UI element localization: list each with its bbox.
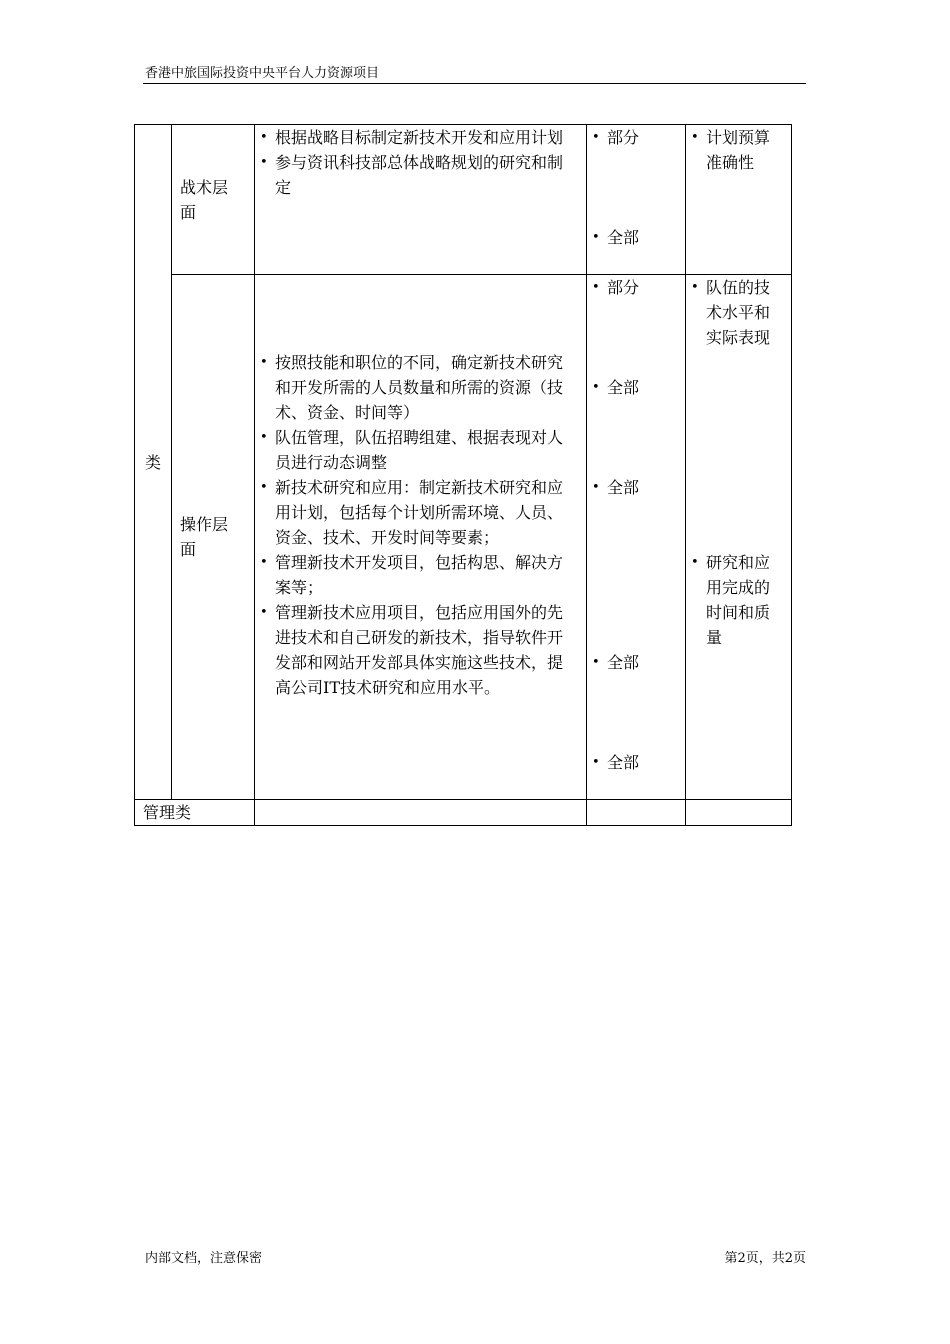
list-item: • 部分 [587,275,685,300]
category-label: 类 [144,452,161,472]
management-scope-cell [587,800,686,826]
header-divider [143,83,806,84]
duties-list-strategic [255,125,578,200]
list-item: • 管理新技术应用项目，包括应用国外的先进技术和自己研发的新技术，指导软件开发部和网站开发部具体实施这些技术，提高公司IT技术研究和应用水平。 [255,600,578,700]
kpi-cell-operational [686,275,792,800]
level-label-strategic: 战术层面 [180,177,229,222]
footer-confidential-note: 内部文档，注意保密 [145,1251,263,1266]
list-item: • 研究和应用完成的时间和质量 [686,550,791,650]
list-item: • 队伍管理，队伍招聘组建、根据表现对人员进行动态调整 [255,425,578,475]
scope-list-strategic [587,125,685,247]
kpi-list-strategic [686,125,791,175]
page-header-title: 香港中旅国际投资中央平台人力资源项目 [145,66,380,81]
duties-list-operational [255,275,578,700]
list-item: • 新技术研究和应用：制定新技术研究和应用计划，包括每个计划所需环境、人员、资金、技术、开发时间等要素； [255,475,578,550]
list-item: • 管理新技术开发项目，包括构思、解决方案等； [255,550,578,600]
table-row-operational [135,275,792,800]
list-item: • 参与资讯科技部总体战略规划的研究和制定 [255,150,578,200]
management-duties-cell [255,800,587,826]
list-item: • 全部 [587,475,685,500]
kpi-cell-strategic [686,125,792,275]
level-cell-operational [172,275,255,800]
table-row-management [135,800,792,826]
kpi-list-operational [686,275,791,647]
list-item: • 全部 [587,750,685,775]
management-label-cell [135,800,255,826]
list-item: • 全部 [587,375,685,400]
level-cell-strategic [172,125,255,275]
list-item: • 全部 [587,650,685,675]
duties-cell-operational [255,275,587,800]
list-item: • 全部 [587,225,685,250]
level-label-operational: 操作层面 [180,515,229,559]
list-item: • 部分 [587,125,685,150]
scope-list-operational [587,275,685,772]
management-label: 管理类 [143,803,192,822]
duties-cell-strategic [255,125,587,275]
job-description-table [134,124,792,826]
category-cell [135,125,172,800]
list-item: • 根据战略目标制定新技术开发和应用计划 [255,125,578,150]
table-row-strategic [135,125,792,275]
list-item: • 队伍的技术水平和实际表现 [686,275,791,350]
list-item: • 计划预算准确性 [686,125,791,175]
management-kpi-cell [686,800,792,826]
footer-page-number: 第2页，共2页 [724,1251,806,1266]
list-item: • 按照技能和职位的不同，确定新技术研究和开发所需的人员数量和所需的资源（技术、资金、时间等） [255,350,578,425]
scope-cell-strategic [587,125,686,275]
scope-cell-operational [587,275,686,800]
